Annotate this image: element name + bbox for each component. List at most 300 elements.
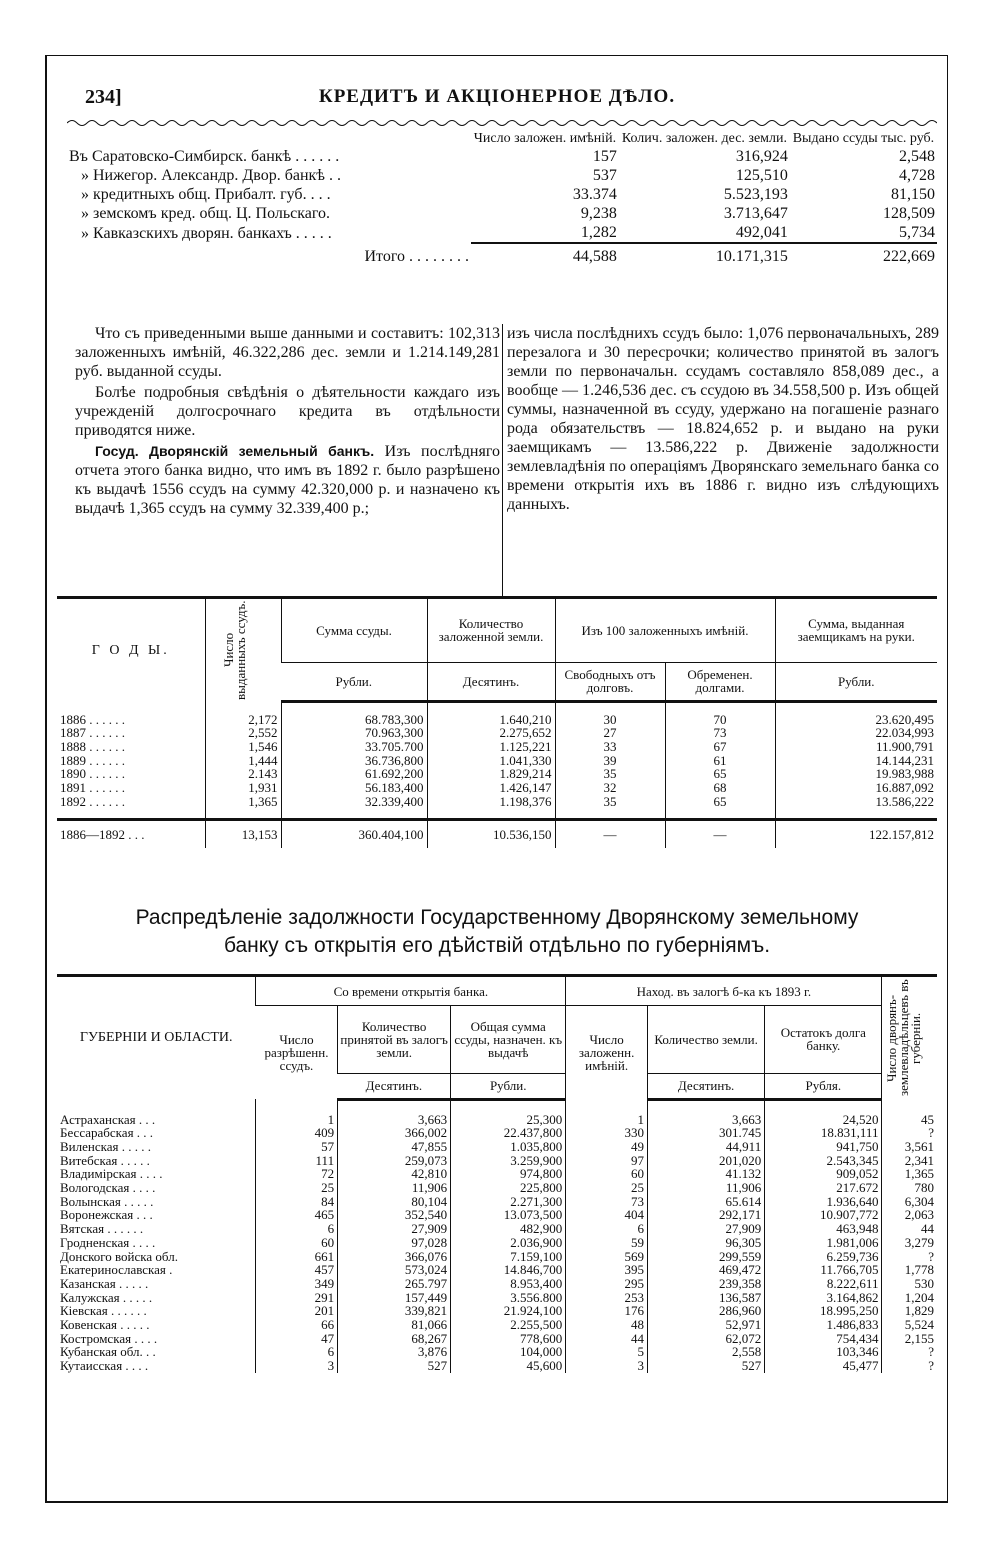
col-loans: Число разрѣшенн. ссудъ. <box>264 1032 329 1073</box>
cell: 35 <box>555 795 665 809</box>
row-label: 1889 . . . . . . <box>60 752 125 768</box>
cell: 21.924,100 <box>451 1304 566 1318</box>
cell: 201,020 <box>647 1154 764 1168</box>
table-row <box>57 1345 937 1359</box>
row-label: Калужская . . . . . <box>60 1289 153 1305</box>
unit-des2: Десятинъ. <box>647 1073 764 1099</box>
book-page <box>45 55 948 1503</box>
table-row <box>57 740 937 754</box>
cell: 48 <box>566 1318 648 1332</box>
row-label: Астраханская . . . <box>60 1111 156 1127</box>
cell: 469,472 <box>647 1263 764 1277</box>
cell: 27 <box>555 726 665 740</box>
spacer-cell <box>765 1099 882 1113</box>
cell: 2,063 <box>882 1208 937 1222</box>
section-heading-line2: банку съ открытія его дѣйствій отдѣльно по губерніямъ. <box>223 934 771 957</box>
table-row <box>57 1167 937 1181</box>
col-total: Общая сумма ссуды, назначен. къ выдачѣ <box>451 1006 566 1074</box>
table-row <box>57 1195 937 1209</box>
cell: 3.556.800 <box>451 1291 566 1305</box>
section-heading-line1: Распредѣленіе задолжности Государственному Дворянскому земельному <box>135 906 859 929</box>
cell: 30 <box>555 713 665 727</box>
cell: 349 <box>256 1277 338 1291</box>
spacer-cell <box>338 1099 451 1113</box>
cell: 1.041,330 <box>427 754 555 768</box>
cell: 8.222,611 <box>765 1277 882 1291</box>
header-row <box>57 976 937 1006</box>
cell: 11.766,705 <box>765 1263 882 1277</box>
total-row <box>67 243 937 266</box>
group-since-opening: Со времени открытія банка. <box>256 976 566 1006</box>
spacer-row <box>57 808 937 820</box>
spacer-cell <box>427 701 555 713</box>
table-row <box>57 781 937 795</box>
paragraph: изъ числа послѣднихъ ссудъ было: 1,076 первоначальныхъ, 289 перезалога и 30 пересрочки; количество принятой въ залогъ земли по первоначальн. ссудамъ составляло 858,089 дес., а вообще — 1.246,536 дес. съ ссудою въ 34.558,500 р. Изъ общей суммы, назначенной въ ссуду, удержано на погашеніе разнаго рода обязательствъ — 18.824,652 р. и выдано на руки заемщикамъ — 13.586,222 р. Движеніе задолжности землевладѣнія по операціямъ Дворянскаго земельнаго банка со времени открытія ихъ въ 1886 г. видно изъ слѣдующихъ данныхъ. <box>507 325 939 513</box>
cell: 3.259,900 <box>451 1154 566 1168</box>
cell: 1,778 <box>882 1263 937 1277</box>
cell: 661 <box>256 1250 338 1264</box>
cell: 1.035,800 <box>451 1140 566 1154</box>
cell: 125,510 <box>735 167 788 184</box>
gubernia-table <box>57 974 937 1373</box>
col-free: Свободныхъ отъ долговъ. <box>555 662 665 701</box>
col-estates: Число заложенн. имѣній. <box>566 1006 648 1100</box>
running-title: КРЕДИТЪ И АКЦІОНЕРНОЕ ДѢЛО. <box>318 86 676 107</box>
row-label: Казанская . . . . . <box>60 1275 149 1291</box>
cell: 1.640,210 <box>427 713 555 727</box>
cell: 59 <box>566 1236 648 1250</box>
spacer-cell <box>555 701 665 713</box>
cell: 128,509 <box>883 205 935 222</box>
cell: 27,909 <box>647 1222 764 1236</box>
cell: 44,911 <box>647 1140 764 1154</box>
cell: 67 <box>665 740 775 754</box>
cell: 14.144,231 <box>775 754 937 768</box>
cell: 2.275,652 <box>427 726 555 740</box>
spacer-cell <box>775 808 937 820</box>
table-row <box>57 1181 937 1195</box>
table-row <box>57 1304 937 1318</box>
cell: 81,150 <box>891 186 935 203</box>
cell: 84 <box>256 1195 338 1209</box>
cell: 70 <box>665 713 775 727</box>
cell: 11,906 <box>338 1181 451 1195</box>
cell: ? <box>882 1359 937 1373</box>
cell: 2,155 <box>882 1332 937 1346</box>
cell: 3,663 <box>647 1113 764 1127</box>
cell: 39 <box>555 754 665 768</box>
cell: ? <box>882 1126 937 1140</box>
cell: 754,434 <box>765 1332 882 1346</box>
cell: 13.586,222 <box>775 795 937 809</box>
cell: 1.125,221 <box>427 740 555 754</box>
cell: 4,728 <box>899 167 935 184</box>
cell: 32.339,400 <box>281 795 427 809</box>
row-label: Екатеринославская . <box>60 1262 173 1278</box>
col-count <box>205 598 281 702</box>
cell: 10.536,150 <box>427 820 555 848</box>
spacer-cell <box>647 1099 764 1113</box>
table-row <box>57 713 937 727</box>
spacer-cell <box>665 701 775 713</box>
cell: 3,876 <box>338 1345 451 1359</box>
cell: 65 <box>665 795 775 809</box>
spacer-cell <box>281 701 427 713</box>
cell: 97,028 <box>338 1236 451 1250</box>
row-label: Вятская . . . . . . <box>60 1221 144 1237</box>
cell: 909,052 <box>765 1167 882 1181</box>
cell: 104,000 <box>451 1345 566 1359</box>
cell: 1,204 <box>882 1291 937 1305</box>
row-label: 1888 . . . . . . <box>60 738 125 754</box>
cell: 10.171,315 <box>619 243 790 266</box>
cell: ? <box>882 1345 937 1359</box>
col-paid: Сумма, выданная заемщикамъ на руки. <box>775 598 937 663</box>
table-row <box>57 1277 937 1291</box>
spacer-row <box>57 1099 937 1113</box>
row-label: Виленская . . . . . <box>60 1138 151 1154</box>
cell: 1.829,214 <box>427 767 555 781</box>
cell: 35 <box>555 767 665 781</box>
cell: 42,810 <box>338 1167 451 1181</box>
cell: 352,540 <box>338 1208 451 1222</box>
cell: 18.995,250 <box>765 1304 882 1318</box>
row-label: Кутаисская . . . . <box>60 1358 149 1374</box>
cell: 259,073 <box>338 1154 451 1168</box>
spacer-cell <box>427 808 555 820</box>
cell: 5 <box>566 1345 648 1359</box>
cell: 3.164,862 <box>765 1291 882 1305</box>
cell: 72 <box>256 1167 338 1181</box>
cell: 136,587 <box>647 1291 764 1305</box>
table-row <box>57 1222 937 1236</box>
spacer-cell <box>555 808 665 820</box>
cell: 295 <box>566 1277 648 1291</box>
cell: 404 <box>566 1208 648 1222</box>
cell: 103,346 <box>765 1345 882 1359</box>
cell: 45,600 <box>451 1359 566 1373</box>
group-in-pledge: Наход. въ залогѣ б-ка къ 1893 г. <box>566 976 882 1006</box>
cell: 47,855 <box>338 1140 451 1154</box>
row-label: » Нижегор. Александр. Двор. банкѣ . . <box>81 167 341 184</box>
row-label: Бессарабская . . . <box>60 1125 154 1141</box>
cell: 2,552 <box>205 726 281 740</box>
cell: 68.783,300 <box>281 713 427 727</box>
col-land: Количество принятой въ залогъ земли. <box>338 1006 451 1074</box>
col-count-label: Число выданныхъ ссудъ. <box>221 600 248 700</box>
table-row <box>57 1318 937 1332</box>
cell: 62,072 <box>647 1332 764 1346</box>
cell: 222,669 <box>790 243 937 266</box>
cell: 2,548 <box>899 148 935 165</box>
col-loans: Выдано ссуды тыс. руб. <box>792 131 935 146</box>
spacer-cell <box>451 1099 566 1113</box>
cell: 292,171 <box>647 1208 764 1222</box>
col-sum: Сумма ссуды. <box>281 598 427 663</box>
cell: 1,829 <box>882 1304 937 1318</box>
row-label: » кредитныхъ общ. Прибалт. губ. . . . <box>81 186 331 203</box>
row-label: Костромская . . . . <box>60 1330 158 1346</box>
spacer-cell <box>665 808 775 820</box>
table-row <box>57 1154 937 1168</box>
cell: 301.745 <box>647 1126 764 1140</box>
cell: 6 <box>256 1222 338 1236</box>
col-land: Колич. заложен. дес. земли. <box>621 131 787 146</box>
cell: 6 <box>256 1345 338 1359</box>
cell: 13.073,500 <box>451 1208 566 1222</box>
cell: 778,600 <box>451 1332 566 1346</box>
cell: 569 <box>566 1250 648 1264</box>
cell: 286,960 <box>647 1304 764 1318</box>
cell: 5,734 <box>899 224 935 241</box>
unit-rub: Рубли. <box>451 1073 566 1099</box>
cell: 530 <box>882 1277 937 1291</box>
cell: 2,341 <box>882 1154 937 1168</box>
cell: 44 <box>566 1332 648 1346</box>
spacer-cell <box>256 1099 338 1113</box>
spacer-cell <box>281 808 427 820</box>
cell: 65.614 <box>647 1195 764 1209</box>
cell: 265.797 <box>338 1277 451 1291</box>
cell: 73 <box>665 726 775 740</box>
cell: 527 <box>338 1359 451 1373</box>
cell: 66 <box>256 1318 338 1332</box>
cell: — <box>665 820 775 848</box>
unit-des: Десятинъ. <box>338 1073 451 1099</box>
cell: 10.907,772 <box>765 1208 882 1222</box>
table-row <box>57 754 937 768</box>
paragraph: Что съ приведенными выше данными и составитъ: 102,313 заложенныхъ имѣній, 46.322,286 дес. земли и 1.214.149,281 руб. выданной ссуды. <box>75 325 500 380</box>
row-label: 1887 . . . . . . <box>60 725 125 741</box>
cell: 3.713,647 <box>723 205 788 222</box>
cell: 1,365 <box>205 795 281 809</box>
table-row <box>67 223 937 243</box>
row-label: » земскомъ кред. общ. Ц. Польскаго. <box>81 205 331 222</box>
cell: 157 <box>592 148 617 165</box>
row-label: Гродненская . . . . <box>60 1234 156 1250</box>
row-label: » Кавказскихъ дворян. банкахъ . . . . . <box>81 224 332 242</box>
cell: 25 <box>566 1181 648 1195</box>
cell: 1.981,006 <box>765 1236 882 1250</box>
cell: 537 <box>592 167 617 184</box>
row-label: 1892 . . . . . . <box>60 793 125 809</box>
total-label: Итого . . . . . . . . <box>364 247 469 265</box>
total-row <box>57 820 937 848</box>
cell: 32 <box>555 781 665 795</box>
cell: 1 <box>566 1113 648 1127</box>
cell: 8.953,400 <box>451 1277 566 1291</box>
table-row <box>57 726 937 740</box>
spacer-cell <box>566 1099 648 1113</box>
cell: 60 <box>566 1167 648 1181</box>
cell: 6,304 <box>882 1195 937 1209</box>
years-table <box>57 596 937 848</box>
spacer-cell <box>205 808 281 820</box>
col-land2: Количество земли. <box>647 1006 764 1074</box>
cell: 27,909 <box>338 1222 451 1236</box>
cell: 19.983,988 <box>775 767 937 781</box>
cell: 974,800 <box>451 1167 566 1181</box>
cell: 65 <box>665 767 775 781</box>
spacer-cell <box>205 701 281 713</box>
cell: 6 <box>566 1222 648 1236</box>
paragraph: Болѣе подробныя свѣдѣнія о дѣятельности каждаго изъ учрежденій долгосрочнаго кредита въ отдѣльности приводятся ниже. <box>75 384 500 439</box>
cell: 13,153 <box>205 820 281 848</box>
cell: 24,520 <box>765 1113 882 1127</box>
cell: 2.271,300 <box>451 1195 566 1209</box>
col-burden: Обременен. долгами. <box>665 662 775 701</box>
cell: 60 <box>256 1236 338 1250</box>
cell: 1 <box>256 1113 338 1127</box>
row-label: Кубанская обл. . . <box>60 1344 156 1360</box>
cell: 47 <box>256 1332 338 1346</box>
col-owners-label: Число дворянъ-землевладѣльцевъ въ губерніи. <box>883 979 923 1097</box>
cell: 33 <box>555 740 665 754</box>
cell: ? <box>882 1250 937 1264</box>
spacer-cell <box>57 1099 256 1113</box>
text-column-left <box>75 324 500 520</box>
col-gubernia: ГУБЕРНІИ И ОБЛАСТИ. <box>79 1030 233 1045</box>
cell: 3,561 <box>882 1140 937 1154</box>
row-label: Вологодская . . . . <box>60 1180 156 1196</box>
cell: 2.143 <box>205 767 281 781</box>
row-label: 1886—1892 . . . <box>57 820 205 848</box>
cell: 157,449 <box>338 1291 451 1305</box>
row-label: Владимірская . . . . <box>60 1166 163 1182</box>
table-row <box>57 1250 937 1264</box>
cell: — <box>555 820 665 848</box>
row-label: 1890 . . . . . . <box>60 766 125 782</box>
cell: 366,002 <box>338 1126 451 1140</box>
table-row <box>57 1332 937 1346</box>
cell: 1.936,640 <box>765 1195 882 1209</box>
wavy-rule <box>67 118 937 128</box>
col-estates: Число заложен. имѣній. <box>473 131 617 146</box>
cell: 339,821 <box>338 1304 451 1318</box>
unit-rub2: Рубля. <box>765 1073 882 1099</box>
cell: 97 <box>566 1154 648 1168</box>
cell: 3 <box>256 1359 338 1373</box>
text-column-right <box>507 324 939 516</box>
col-of100: Изъ 100 заложенныхъ имѣній. <box>555 598 775 663</box>
cell: 2,172 <box>205 713 281 727</box>
cell: 457 <box>256 1263 338 1277</box>
cell: 9,238 <box>580 205 617 222</box>
col-land: Количество заложенной земли. <box>427 598 555 663</box>
table-row <box>67 185 937 204</box>
cell: 780 <box>882 1181 937 1195</box>
cell: 5.523,193 <box>723 186 788 203</box>
cell: 44 <box>882 1222 937 1236</box>
table-row <box>67 166 937 185</box>
cell: 492,041 <box>735 224 788 241</box>
header-row <box>57 598 937 663</box>
cell: 96,305 <box>647 1236 764 1250</box>
cell: 465 <box>256 1208 338 1222</box>
cell: 409 <box>256 1126 338 1140</box>
col-debt: Остатокъ долга банку. <box>765 1006 882 1074</box>
cell: 360.404,100 <box>281 820 427 848</box>
column-divider <box>502 324 503 596</box>
cell: 41.132 <box>647 1167 764 1181</box>
cell: 81,066 <box>338 1318 451 1332</box>
col-years: Г О Д Ы. <box>91 642 170 658</box>
row-label: Въ Саратовско-Симбирск. банкѣ . . . . . . <box>69 148 340 165</box>
cell: 6.259,736 <box>765 1250 882 1264</box>
cell: 463,948 <box>765 1222 882 1236</box>
cell: 291 <box>256 1291 338 1305</box>
unit-des: Десятинъ. <box>427 662 555 701</box>
cell: 176 <box>566 1304 648 1318</box>
cell: 56.183,400 <box>281 781 427 795</box>
col-owners <box>882 976 937 1100</box>
cell: 482,900 <box>451 1222 566 1236</box>
row-label: Воронежская . . . <box>60 1207 153 1223</box>
cell: 57 <box>256 1140 338 1154</box>
cell: 253 <box>566 1291 648 1305</box>
spacer-cell <box>882 1099 937 1113</box>
cell: 1,282 <box>580 224 617 241</box>
paragraph <box>75 442 500 518</box>
row-label: Донского войска обл. <box>60 1248 178 1264</box>
unit-rub: Рубли. <box>281 662 427 701</box>
cell: 225,800 <box>451 1181 566 1195</box>
cell: 73 <box>566 1195 648 1209</box>
summary-table <box>67 131 937 266</box>
cell: 22.437,800 <box>451 1126 566 1140</box>
cell: 3,279 <box>882 1236 937 1250</box>
table-row <box>57 1113 937 1127</box>
row-label: Витебская . . . . . <box>60 1152 150 1168</box>
spacer-cell <box>775 701 937 713</box>
cell: 366,076 <box>338 1250 451 1264</box>
row-label: Волынская . . . . . <box>60 1193 154 1209</box>
table-row <box>57 1126 937 1140</box>
paragraph-text: Изъ послѣдняго отчета этого банка видно, что имъ въ 1892 г. было разрѣшено къ выдачѣ 1556 ссудъ на сумму 42.320,000 р. и назначено къ выдачѣ 1,365 ссудъ на сумму 32.339,400 р.; <box>75 443 500 517</box>
cell: 23.620,495 <box>775 713 937 727</box>
cell: 11.900,791 <box>775 740 937 754</box>
cell: 1.486,833 <box>765 1318 882 1332</box>
cell: 941,750 <box>765 1140 882 1154</box>
cell: 3 <box>566 1359 648 1373</box>
spacer-row <box>57 701 937 713</box>
cell: 3,663 <box>338 1113 451 1127</box>
cell: 1,365 <box>882 1167 937 1181</box>
spacer-cell <box>57 808 205 820</box>
cell: 68,267 <box>338 1332 451 1346</box>
cell: 1,931 <box>205 781 281 795</box>
cell: 16.887,092 <box>775 781 937 795</box>
table-row <box>57 795 937 809</box>
cell: 395 <box>566 1263 648 1277</box>
cell: 61.692,200 <box>281 767 427 781</box>
cell: 7.159,100 <box>451 1250 566 1264</box>
cell: 18.831,111 <box>765 1126 882 1140</box>
cell: 25,300 <box>451 1113 566 1127</box>
cell: 1,444 <box>205 754 281 768</box>
section-heading <box>47 904 947 960</box>
table-row <box>57 1140 937 1154</box>
cell: 33.705.700 <box>281 740 427 754</box>
spacer-cell <box>57 701 205 713</box>
row-label: 1886 . . . . . . <box>60 711 125 727</box>
cell: 1.198,376 <box>427 795 555 809</box>
cell: 2,558 <box>647 1345 764 1359</box>
cell: 1,546 <box>205 740 281 754</box>
cell: 22.034,993 <box>775 726 937 740</box>
cell: 122.157,812 <box>775 820 937 848</box>
cell: 68 <box>665 781 775 795</box>
